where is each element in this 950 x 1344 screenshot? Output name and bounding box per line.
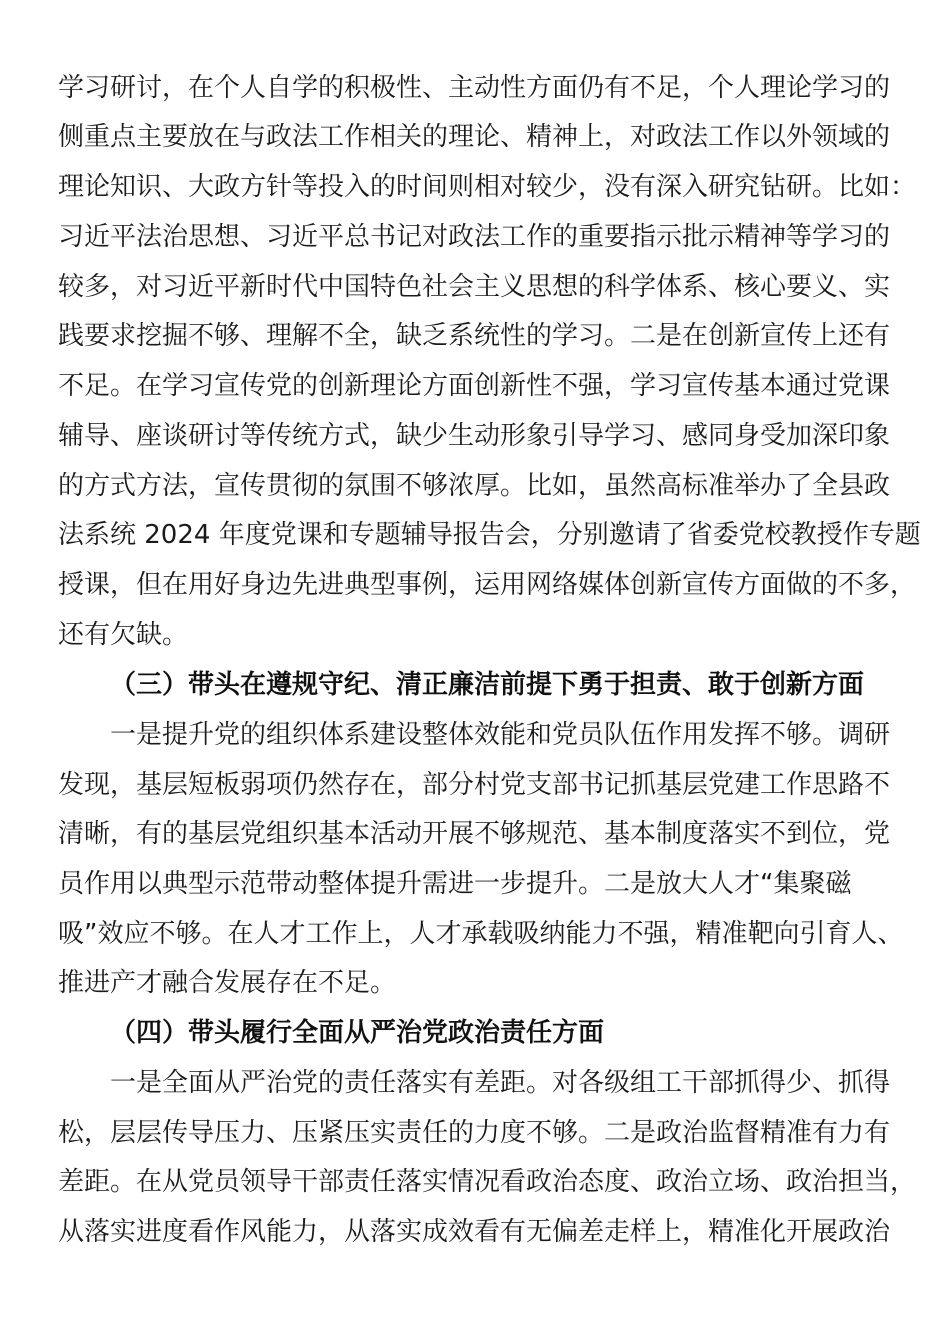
paragraph-line: 学习研讨，在个人自学的积极性、主动性方面仍有不足，个人理论学习的 — [58, 73, 891, 103]
paragraph-line: 差距。在从党员领导干部责任落实情况看政治态度、政治立场、政治担当， — [58, 1167, 917, 1197]
paragraph-line: 松，层层传导压力、压紧压实责任的力度不够。二是政治监督精准有力有 — [58, 1118, 891, 1148]
paragraph-line: 一是提升党的组织体系建设整体效能和党员队伍作用发挥不够。调研 — [110, 720, 891, 750]
paragraph-line: 理论知识、大政方针等投入的时间则相对较少，没有深入研究钻研。比如： — [58, 172, 917, 202]
paragraph-line: 发现，基层短板弱项仍然存在，部分村党支部书记抓基层党建工作思路不 — [58, 770, 891, 800]
paragraph-line: 的方式方法，宣传贯彻的氛围不够浓厚。比如，虽然高标准举办了全县政 — [58, 471, 891, 501]
section-heading-3: （三）带头在遵规守纪、清正廉洁前提下勇于担责、敢于创新方面 — [110, 670, 865, 700]
paragraph-line: 辅导、座谈研讨等传统方式，缺少生动形象引导学习、感同身受加深印象 — [58, 421, 891, 451]
paragraph-line: 从落实进度看作风能力，从落实成效看有无偏差走样上，精准化开展政治 — [58, 1217, 891, 1247]
paragraph-line: 习近平法治思想、习近平总书记对政法工作的重要指示批示精神等学习的 — [58, 222, 891, 252]
paragraph-line: 不足。在学习宣传党的创新理论方面创新性不强，学习宣传基本通过党课 — [58, 371, 891, 401]
paragraph-line: 侧重点主要放在与政法工作相关的理论、精神上，对政法工作以外领域的 — [58, 122, 891, 152]
paragraph-line: 清晰，有的基层党组织基本活动开展不够规范、基本制度落实不到位，党 — [58, 819, 891, 849]
paragraph-line: 授课，但在用好身边先进典型事例，运用网络媒体创新宣传方面做的不多， — [58, 570, 917, 600]
paragraph-line: 吸”效应不够。在人才工作上，人才承载吸纳能力不强，精准靶向引育人、 — [58, 919, 904, 949]
paragraph-line: 践要求挖掘不够、理解不全，缺乏系统性的学习。二是在创新宣传上还有 — [58, 321, 891, 351]
section-heading-4: （四）带头履行全面从严治党政治责任方面 — [110, 1018, 605, 1048]
paragraph-line: 员作用以典型示范带动整体提升需进一步提升。二是放大人才“集聚磁 — [58, 869, 852, 899]
paragraph-line: 推进产才融合发展存在不足。 — [58, 968, 397, 998]
paragraph-line: 一是全面从严治党的责任落实有差距。对各级组工干部抓得少、抓得 — [110, 1068, 891, 1098]
paragraph-line: 还有欠缺。 — [58, 620, 189, 650]
paragraph-line: 法系统 2024 年度党课和专题辅导报告会，分别邀请了省委党校教授作专题 — [58, 520, 921, 550]
paragraph-line: 较多，对习近平新时代中国特色社会主义思想的科学体系、核心要义、实 — [58, 272, 891, 302]
